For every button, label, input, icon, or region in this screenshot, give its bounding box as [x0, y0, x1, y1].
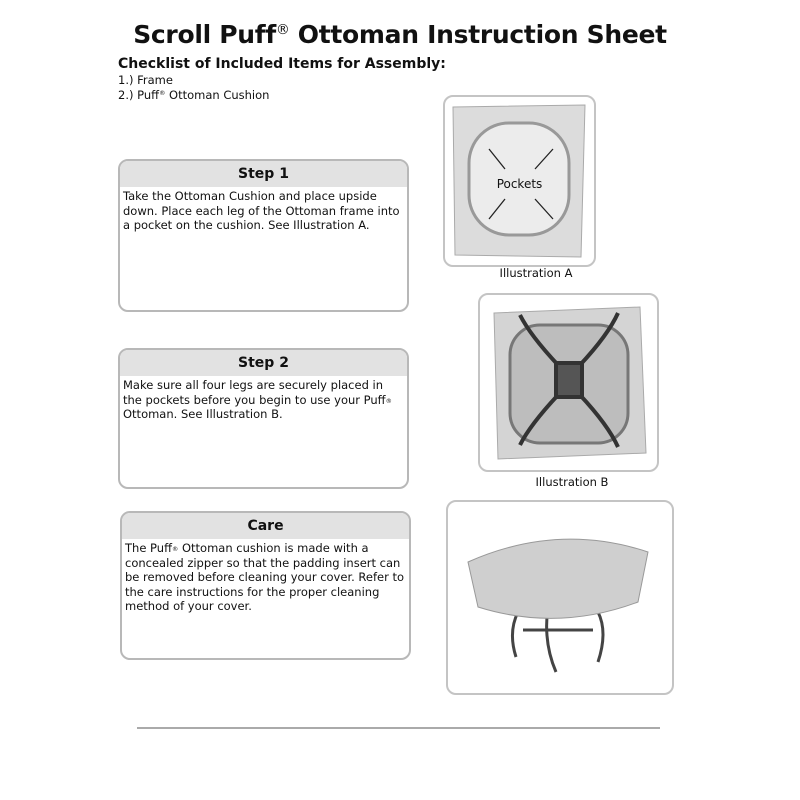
page-title: Scroll Puff® Ottoman Instruction Sheet [133, 20, 667, 49]
checklist-item: 1.) Frame [118, 73, 173, 87]
step-1-box [118, 159, 409, 312]
checklist-heading: Checklist of Included Items for Assembly: [118, 56, 446, 72]
illustration-c [446, 500, 674, 695]
step-text: Make sure all four legs are securely placed in the pockets before you begin to use your Puff® Ottoman. See Illustration B. [123, 378, 392, 421]
care-box [120, 511, 411, 660]
frame-in-cushion-image [480, 295, 657, 470]
step-heading: Step 2 [120, 350, 407, 376]
assembled-ottoman-image [448, 502, 672, 693]
illustration-b [478, 293, 659, 472]
step-2-box [118, 348, 409, 489]
step-text: Take the Ottoman Cushion and place upside down. Place each leg of the Ottoman frame into a pocket on the cushion. See Illustration A. [123, 189, 400, 232]
divider [137, 727, 660, 729]
illustration-a-caption: Illustration A [499, 266, 573, 280]
care-text: The Puff® Ottoman cushion is made with a concealed zipper so that the padding insert can be removed before cleaning your cover. Refer to the care instructions for the proper cleaning method of your cover. [125, 541, 405, 613]
step-heading: Step 1 [120, 161, 407, 187]
checklist-item: 2.) Puff® Ottoman Cushion [118, 88, 270, 102]
care-heading: Care [122, 513, 409, 539]
illustration-b-caption: Illustration B [535, 475, 609, 489]
illustration-a [443, 95, 596, 267]
pockets-label: Pockets [496, 177, 543, 191]
